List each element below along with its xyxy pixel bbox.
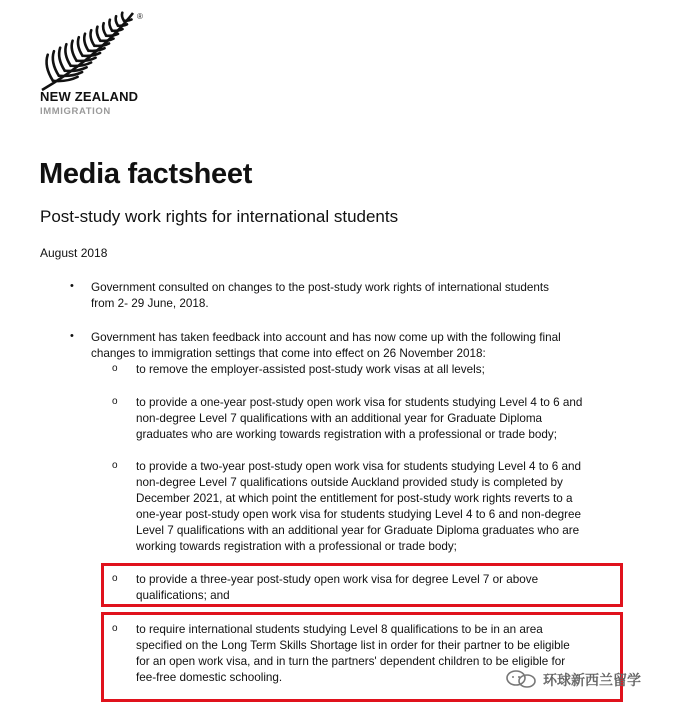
sub-bullet-marker: o: [112, 573, 118, 584]
sub-bullet-marker: o: [112, 460, 118, 471]
sub-item-4-line-1: to provide a three-year post-study open work visa for degree Level 7 or above: [136, 573, 539, 586]
page-title: Media factsheet: [39, 158, 253, 190]
sub-item-3-line-5: Level 7 qualifications with an additional year for Graduate Diploma graduates who are: [136, 524, 580, 537]
sub-bullet-marker: o: [112, 623, 118, 634]
bullet-marker: •: [70, 330, 74, 342]
bullet-1-line-1: Government consulted on changes to the post-study work rights of international students: [91, 281, 550, 294]
sub-item-5-line-2: specified on the Long Term Skills Shortage list in order for their partner to be eligible: [136, 639, 570, 652]
sub-item-3-line-4: one-year post-study open work visa for students studying Level 4 to 6 and non-degree: [136, 508, 582, 521]
bullet-2-line-1: Government has taken feedback into account and has now come up with the following final: [91, 331, 561, 344]
sub-bullet-marker: o: [112, 363, 118, 374]
brand-subname: IMMIGRATION: [40, 106, 111, 117]
sub-item-3-line-1: to provide a two-year post-study open work visa for students studying Level 4 to 6 and: [136, 460, 582, 473]
sub-item-2-line-3: graduates who are working towards registration with a professional or trade body;: [136, 428, 557, 441]
sub-item-3-line-3: December 2021, at which point the entitlement for post-study work rights reverts to a: [136, 492, 573, 505]
sub-bullet-marker: o: [112, 396, 118, 407]
bullet-2-line-2: changes to immigration settings that come into effect on 26 November 2018:: [91, 347, 486, 360]
sub-item-3-line-2: non-degree Level 7 qualifications outside Auckland provided study is completed by: [136, 476, 563, 489]
watermark-text: 环球新西兰留学: [543, 672, 641, 688]
sub-item-2-line-1: to provide a one-year post-study open work visa for students studying Level 4 to 6 and: [136, 396, 583, 409]
wechat-icon: [505, 670, 541, 688]
sub-item-5-line-1: to require international students studying Level 8 qualifications to be in an area: [136, 623, 543, 636]
sub-item-2-line-2: non-degree Level 7 qualifications with an additional year for Graduate Diploma: [136, 412, 543, 425]
registered-mark: ®: [137, 12, 143, 21]
bullet-marker: •: [70, 280, 74, 292]
page-subtitle: Post-study work rights for international students: [40, 207, 399, 226]
sub-item-3-line-6: working towards registration with a professional or trade body;: [136, 540, 457, 553]
brand-name: NEW ZEALAND: [40, 89, 139, 104]
publication-date: August 2018: [40, 246, 108, 260]
sub-item-5-line-4: fee-free domestic schooling.: [136, 671, 283, 684]
sub-item-4-line-2: qualifications; and: [136, 589, 230, 602]
silver-fern-icon: [38, 10, 148, 95]
sub-item-5-line-3: for an open work visa, and in turn the partners' dependent children to be eligible for: [136, 655, 566, 668]
sub-item-1-line-1: to remove the employer-assisted post-study work visas at all levels;: [136, 363, 485, 376]
bullet-1-line-2: from 2- 29 June, 2018.: [91, 297, 209, 310]
